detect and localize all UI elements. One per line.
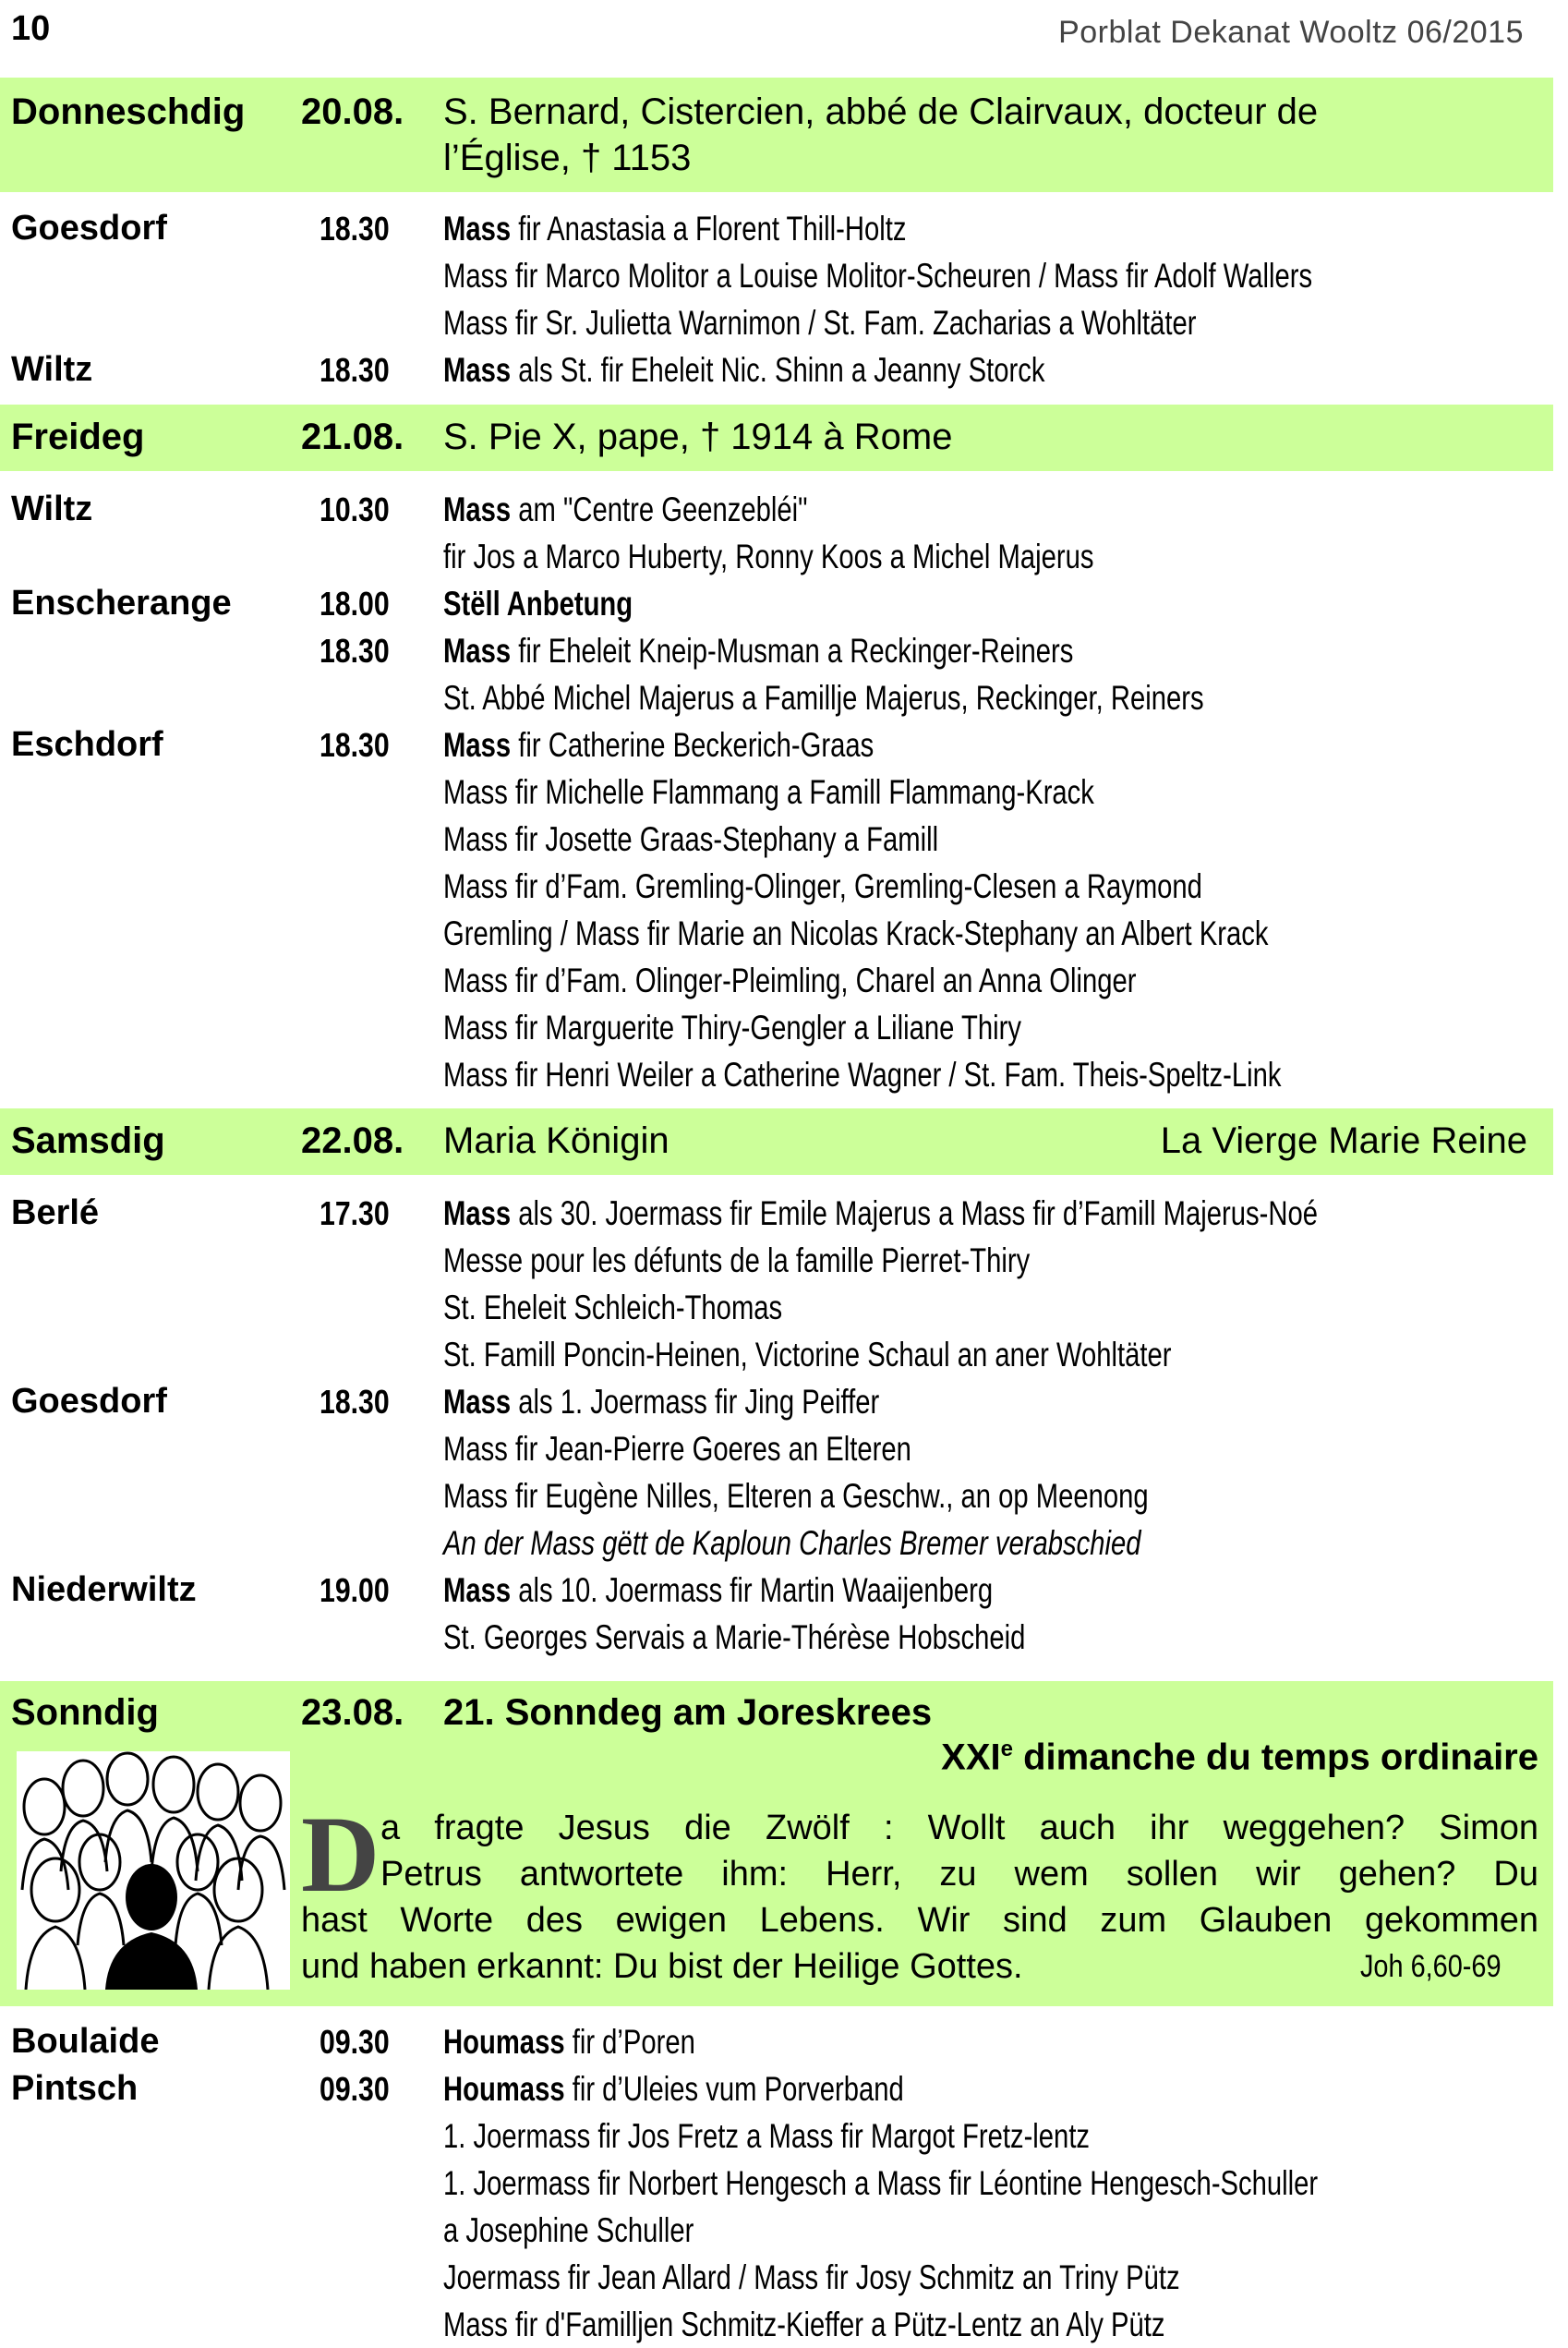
day-saint-line: l’Église, † 1153 — [443, 138, 692, 178]
intention-line: a Josephine Schuller — [443, 2211, 694, 2249]
gospel-line: Petrus antwortete ihm: Herr, zu wem sollen wir gehen? Du — [380, 1855, 1538, 1894]
intention-line: Mass fir Jean-Pierre Goeres an Elteren — [443, 1430, 911, 1468]
place-name: Goesdorf — [11, 209, 167, 248]
gospel-text — [301, 1794, 1538, 1990]
intention-line: fir Jos a Marco Huberty, Ronny Koos a Michel Majerus — [443, 538, 1094, 575]
day-name: Freideg — [11, 417, 145, 457]
gospel-reference: Joh 6,60-69 — [1360, 1949, 1502, 1984]
mass-time: 18.00 — [320, 585, 390, 623]
intention-line: St. Famill Poncin-Heinen, Victorine Schaul an aner Wohltäter — [443, 1336, 1172, 1374]
day-date: 23.08. — [301, 1692, 404, 1733]
intention-line: Mass fir Eugène Nilles, Elteren a Geschw., an op Meenong — [443, 1477, 1149, 1515]
intention-line: Mass fir d’Fam. Olinger-Pleimling, Charel an Anna Olinger — [443, 962, 1137, 999]
intention-line: St. Eheleit Schleich-Thomas — [443, 1289, 783, 1326]
place-name: Berlé — [11, 1193, 100, 1232]
sunday-header-block — [0, 1681, 1553, 2006]
crowd-illustration — [17, 1751, 290, 1990]
mass-time: 18.30 — [320, 210, 390, 248]
place-name: Pintsch — [11, 2069, 139, 2108]
mass-time: 09.30 — [320, 2023, 390, 2061]
mass-time: 18.30 — [320, 1383, 390, 1421]
place-name: Wiltz — [11, 350, 93, 389]
gospel-line: hast Worte des ewigen Lebens. Wir sind zum Glauben gekommen — [301, 1901, 1538, 1940]
intention-line: Mass als 10. Joermass fir Martin Waaijenberg — [443, 1571, 994, 1609]
intention-line: Gremling / Mass fir Marie an Nicolas Krack-Stephany an Albert Krack — [443, 914, 1269, 952]
page-number: 10 — [11, 9, 51, 48]
intention-line: Mass fir d'Familljen Schmitz-Kieffer a Pütz-Lentz an Aly Pütz — [443, 2306, 1165, 2343]
day-saint-line: S. Pie X, pape, † 1914 à Rome — [443, 417, 953, 457]
intention-line: Messe pour les défunts de la famille Pierret-Thiry — [443, 1241, 1031, 1279]
intention-line: Mass fir Marguerite Thiry-Gengler a Liliane Thiry — [443, 1009, 1021, 1047]
sunday-title-fr: XXIe dimanche du temps ordinaire — [941, 1737, 1538, 1778]
day-name: Donneschdig — [11, 91, 246, 132]
intention-line: Joermass fir Jean Allard / Mass fir Josy Schmitz an Triny Pütz — [443, 2258, 1180, 2296]
day-saint-french: La Vierge Marie Reine — [1160, 1120, 1527, 1161]
mass-time: 10.30 — [320, 490, 390, 528]
mass-time: 17.30 — [320, 1194, 390, 1232]
intention-line: Houmass fir d’Poren — [443, 2023, 695, 2061]
place-name: Niederwiltz — [11, 1570, 197, 1609]
gospel-line: a fragte Jesus die Zwölf : Wollt auch ihr weggehen? Simon — [380, 1809, 1538, 1847]
drop-cap: D — [301, 1794, 380, 1915]
day-name: Samsdig — [11, 1120, 165, 1161]
mass-time: 09.30 — [320, 2070, 390, 2108]
mass-time: 18.30 — [320, 726, 390, 764]
intention-line: Mass fir Sr. Julietta Warnimon / St. Fam. Zacharias a Wohltäter — [443, 304, 1197, 342]
day-header-freideg — [0, 405, 1553, 471]
intention-line: Mass als St. fir Eheleit Nic. Shinn a Jeanny Storck — [443, 351, 1045, 389]
intention-line: Mass fir Michelle Flammang a Famill Flammang-Krack — [443, 773, 1094, 811]
intention-line: 1. Joermass fir Jos Fretz a Mass fir Margot Fretz-lentz — [443, 2117, 1091, 2155]
day-name: Sonndig — [11, 1692, 159, 1733]
sunday-title-lu: 21. Sonndeg am Joreskrees — [443, 1692, 933, 1733]
place-name: Goesdorf — [11, 1382, 167, 1421]
gospel-line-last — [301, 1943, 1538, 1990]
place-name: Boulaide — [11, 2022, 160, 2061]
intention-line: Houmass fir d’Uleies vum Porverband — [443, 2070, 904, 2108]
intention-line: 1. Joermass fir Norbert Hengesch a Mass fir Léontine Hengesch-Schuller — [443, 2164, 1319, 2202]
page-header — [0, 0, 1568, 72]
intention-line: St. Abbé Michel Majerus a Famillje Majerus, Reckinger, Reiners — [443, 679, 1204, 717]
publication-title: Porblat Dekanat Wooltz 06/2015 — [1058, 15, 1524, 50]
intention-line: Mass fir Catherine Beckerich-Graas — [443, 726, 874, 764]
day-saint-line: Maria Königin — [443, 1120, 669, 1161]
day-date: 20.08. — [301, 91, 404, 132]
mass-time: 19.00 — [320, 1571, 390, 1609]
day-date: 22.08. — [301, 1120, 404, 1161]
place-name: Wiltz — [11, 490, 93, 528]
place-name: Enscherange — [11, 584, 232, 623]
intention-line: Mass fir Henri Weiler a Catherine Wagner / St. Fam. Theis-Speltz-Link — [443, 1056, 1282, 1094]
day-header-donneschdig — [0, 78, 1553, 192]
day-date: 21.08. — [301, 417, 404, 457]
day-header-samsdig — [0, 1108, 1553, 1175]
intention-line: Mass fir Eheleit Kneip-Musman a Reckinger-Reiners — [443, 632, 1074, 670]
place-name: Eschdorf — [11, 725, 163, 764]
intention-line-italic: An der Mass gëtt de Kaploun Charles Bremer verabschied — [443, 1524, 1141, 1562]
intention-line: Mass fir d’Fam. Gremling-Olinger, Gremling-Clesen a Raymond — [443, 867, 1202, 905]
intention-line: Mass fir Marco Molitor a Louise Molitor-Scheuren / Mass fir Adolf Wallers — [443, 257, 1313, 295]
intention-line: Stëll Anbetung — [443, 585, 633, 623]
intention-line: Mass als 1. Joermass fir Jing Peiffer — [443, 1383, 880, 1421]
intention-line: Mass am "Centre Geenzebléi" — [443, 490, 808, 528]
intention-line: Mass als 30. Joermass fir Emile Majerus a Mass fir d’Famill Majerus-Noé — [443, 1194, 1319, 1232]
day-saint-line: S. Bernard, Cistercien, abbé de Clairvaux, docteur de — [443, 91, 1319, 132]
intention-line: St. Georges Servais a Marie-Thérèse Hobscheid — [443, 1618, 1026, 1656]
mass-time: 18.30 — [320, 351, 390, 389]
intention-line: Mass fir Josette Graas-Stephany a Famill — [443, 820, 939, 858]
intention-line: Mass fir Anastasia a Florent Thill-Holtz — [443, 210, 907, 248]
gospel-line: und haben erkannt: Du bist der Heilige Gottes. — [301, 1947, 1023, 1986]
mass-time: 18.30 — [320, 632, 390, 670]
